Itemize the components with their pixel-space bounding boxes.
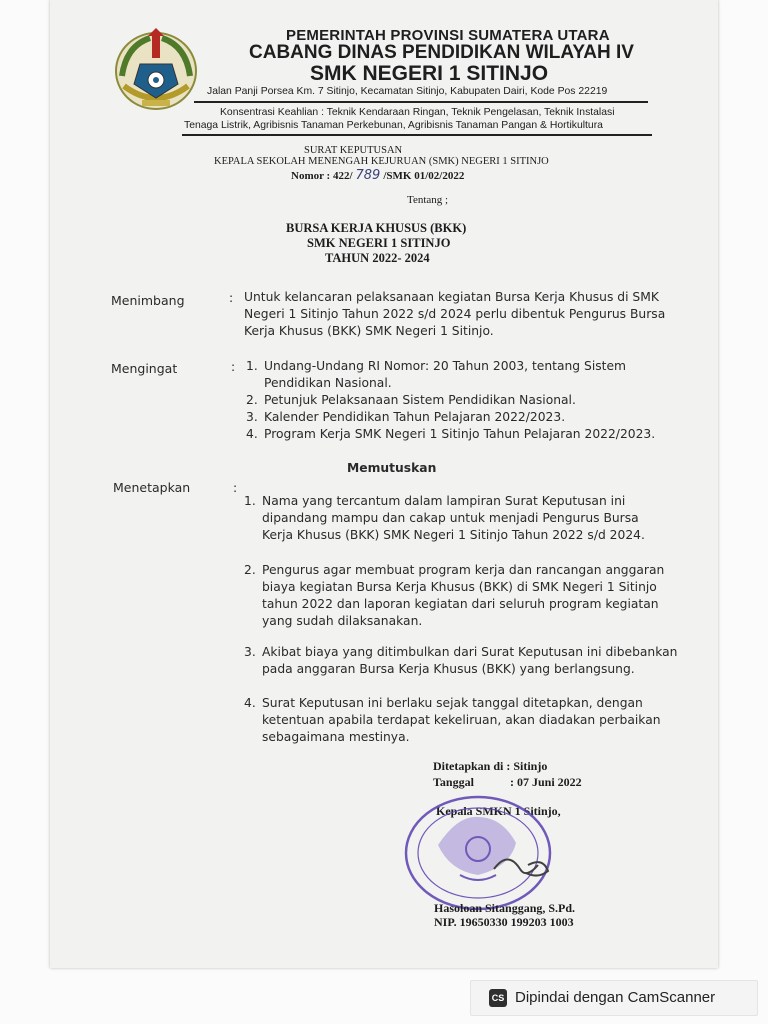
camscanner-label: Dipindai dengan CamScanner bbox=[515, 989, 716, 1006]
header-government: PEMERINTAH PROVINSI SUMATERA UTARA bbox=[286, 27, 610, 44]
tanggal-value: : 07 Juni 2022 bbox=[510, 775, 582, 789]
mengingat-item-4-line-1: Program Kerja SMK Negeri 1 Sitinjo Tahun Pelajaran 2022/2023. bbox=[264, 427, 656, 441]
camscanner-badge bbox=[470, 980, 758, 1016]
mengingat-item-1-line-2: Pendidikan Nasional. bbox=[264, 376, 392, 390]
menetapkan-item-2-num: 2. bbox=[244, 563, 256, 577]
mengingat-item-1-num: 1. bbox=[246, 359, 258, 373]
menetapkan-item-4-line-1: Surat Keputusan ini berlaku sejak tanggal ditetapkan, dengan bbox=[262, 696, 643, 710]
menetapkan-item-2-line-1: Pengurus agar membuat program kerja dan rancangan anggaran bbox=[262, 563, 665, 577]
menetapkan-item-1-line-3: Kerja Khusus (BKK) SMK Negeri 1 Sitinjo Tahun 2022 s/d 2024. bbox=[262, 528, 645, 542]
mengingat-item-2-line-1: Petunjuk Pelaksanaan Sistem Pendidikan Nasional. bbox=[264, 393, 576, 407]
mengingat-item-4-num: 4. bbox=[246, 427, 258, 441]
menetapkan-label: Menetapkan bbox=[113, 480, 191, 495]
province-logo bbox=[112, 26, 200, 112]
tanggal-label: Tanggal bbox=[433, 775, 474, 789]
tentang-label: Tentang ; bbox=[407, 194, 449, 206]
decree-number bbox=[291, 168, 464, 183]
menimbang-line-3: Kerja Khusus (BKK) SMK Negeri 1 Sitinjo. bbox=[244, 324, 494, 338]
menetapkan-colon: : bbox=[233, 481, 238, 495]
menetapkan-item-1-line-1: Nama yang tercantum dalam lampiran Surat Keputusan ini bbox=[262, 494, 626, 508]
menetapkan-item-3-line-2: pada anggaran Bursa Kerja Khusus (BKK) yang berlangsung. bbox=[262, 662, 635, 676]
menimbang-colon: : bbox=[229, 291, 234, 305]
official-stamp bbox=[398, 795, 566, 915]
header-rule-bottom bbox=[182, 134, 652, 136]
header-agency: CABANG DINAS PENDIDIKAN WILAYAH IV bbox=[249, 42, 634, 63]
menimbang-label: Menimbang bbox=[111, 293, 185, 308]
header-rule-top bbox=[194, 101, 648, 103]
mengingat-colon: : bbox=[231, 360, 236, 374]
document-page bbox=[50, 0, 718, 968]
menimbang-line-1: Untuk kelancaran pelaksanaan kegiatan Bursa Kerja Khusus di SMK bbox=[244, 290, 659, 304]
mengingat-item-3-line-1: Kalender Pendidikan Tahun Pelajaran 2022/2023. bbox=[264, 410, 566, 424]
header-expertise-line1: Konsentrasi Keahlian : Teknik Kendaraan Ringan, Teknik Pengelasan, Teknik Instalasi bbox=[220, 107, 615, 118]
menetapkan-item-1-num: 1. bbox=[244, 494, 256, 508]
menetapkan-item-4-line-2: ketentuan apabila terdapat kekeliruan, akan diadakan perbaikan bbox=[262, 713, 661, 727]
signatory-nip: NIP. 19650330 199203 1003 bbox=[434, 915, 574, 929]
subject-line3: TAHUN 2022- 2024 bbox=[325, 251, 430, 265]
memutuskan-heading: Memutuskan bbox=[347, 461, 437, 475]
decree-number-suffix: /SMK 01/02/2022 bbox=[383, 170, 465, 182]
menetapkan-item-1-line-2: dipandang mampu dan cakap untuk menjadi Pengurus Bursa bbox=[262, 511, 639, 525]
signatory-position: Kepala SMKN 1 Sitinjo, bbox=[436, 804, 561, 818]
camscanner-logo-icon: CS bbox=[489, 989, 507, 1007]
decree-issuer: KEPALA SEKOLAH MENENGAH KEJURUAN (SMK) NEGERI 1 SITINJO bbox=[214, 156, 549, 167]
header-address: Jalan Panji Porsea Km. 7 Sitinjo, Kecamatan Sitinjo, Kabupaten Dairi, Kode Pos 22219 bbox=[207, 86, 608, 97]
menimbang-line-2: Negeri 1 Sitinjo Tahun 2022 s/d 2024 perlu dibentuk Pengurus Bursa bbox=[244, 307, 666, 321]
decree-number-handwritten: 789 bbox=[355, 168, 381, 183]
menetapkan-item-3-num: 3. bbox=[244, 645, 256, 659]
decree-number-prefix: Nomor : 422/ bbox=[291, 170, 353, 182]
subject-line2: SMK NEGERI 1 SITINJO bbox=[307, 236, 451, 250]
mengingat-item-3-num: 3. bbox=[246, 410, 258, 424]
menetapkan-item-4-num: 4. bbox=[244, 696, 256, 710]
menetapkan-item-3-line-1: Akibat biaya yang ditimbulkan dari Surat Keputusan ini dibebankan bbox=[262, 645, 678, 659]
subject-line1: BURSA KERJA KHUSUS (BKK) bbox=[286, 221, 467, 235]
menetapkan-item-2-line-2: biaya kegiatan Bursa Kerja Khusus (BKK) di SMK Negeri 1 Sitinjo bbox=[262, 580, 657, 594]
menetapkan-item-4-line-3: sebagaimana mestinya. bbox=[262, 730, 410, 744]
decree-type: SURAT KEPUTUSAN bbox=[304, 145, 403, 156]
ditetapkan-place: Ditetapkan di : Sitinjo bbox=[433, 759, 548, 773]
signatory-name: Hasoloan Sitanggang, S.Pd. bbox=[434, 901, 576, 915]
mengingat-label: Mengingat bbox=[111, 361, 178, 376]
menetapkan-item-2-line-4: yang sudah dilaksanakan. bbox=[262, 614, 423, 628]
mengingat-item-1-line-1: Undang-Undang RI Nomor: 20 Tahun 2003, tentang Sistem bbox=[264, 359, 627, 373]
mengingat-item-2-num: 2. bbox=[246, 393, 258, 407]
header-school: SMK NEGERI 1 SITINJO bbox=[310, 62, 549, 85]
header-expertise-line2: Tenaga Listrik, Agribisnis Tanaman Perkebunan, Agribisnis Tanaman Pangan & Hortikultura bbox=[184, 120, 603, 131]
menetapkan-item-2-line-3: tahun 2022 dan laporan kegiatan dari seluruh program kegiatan bbox=[262, 597, 659, 611]
